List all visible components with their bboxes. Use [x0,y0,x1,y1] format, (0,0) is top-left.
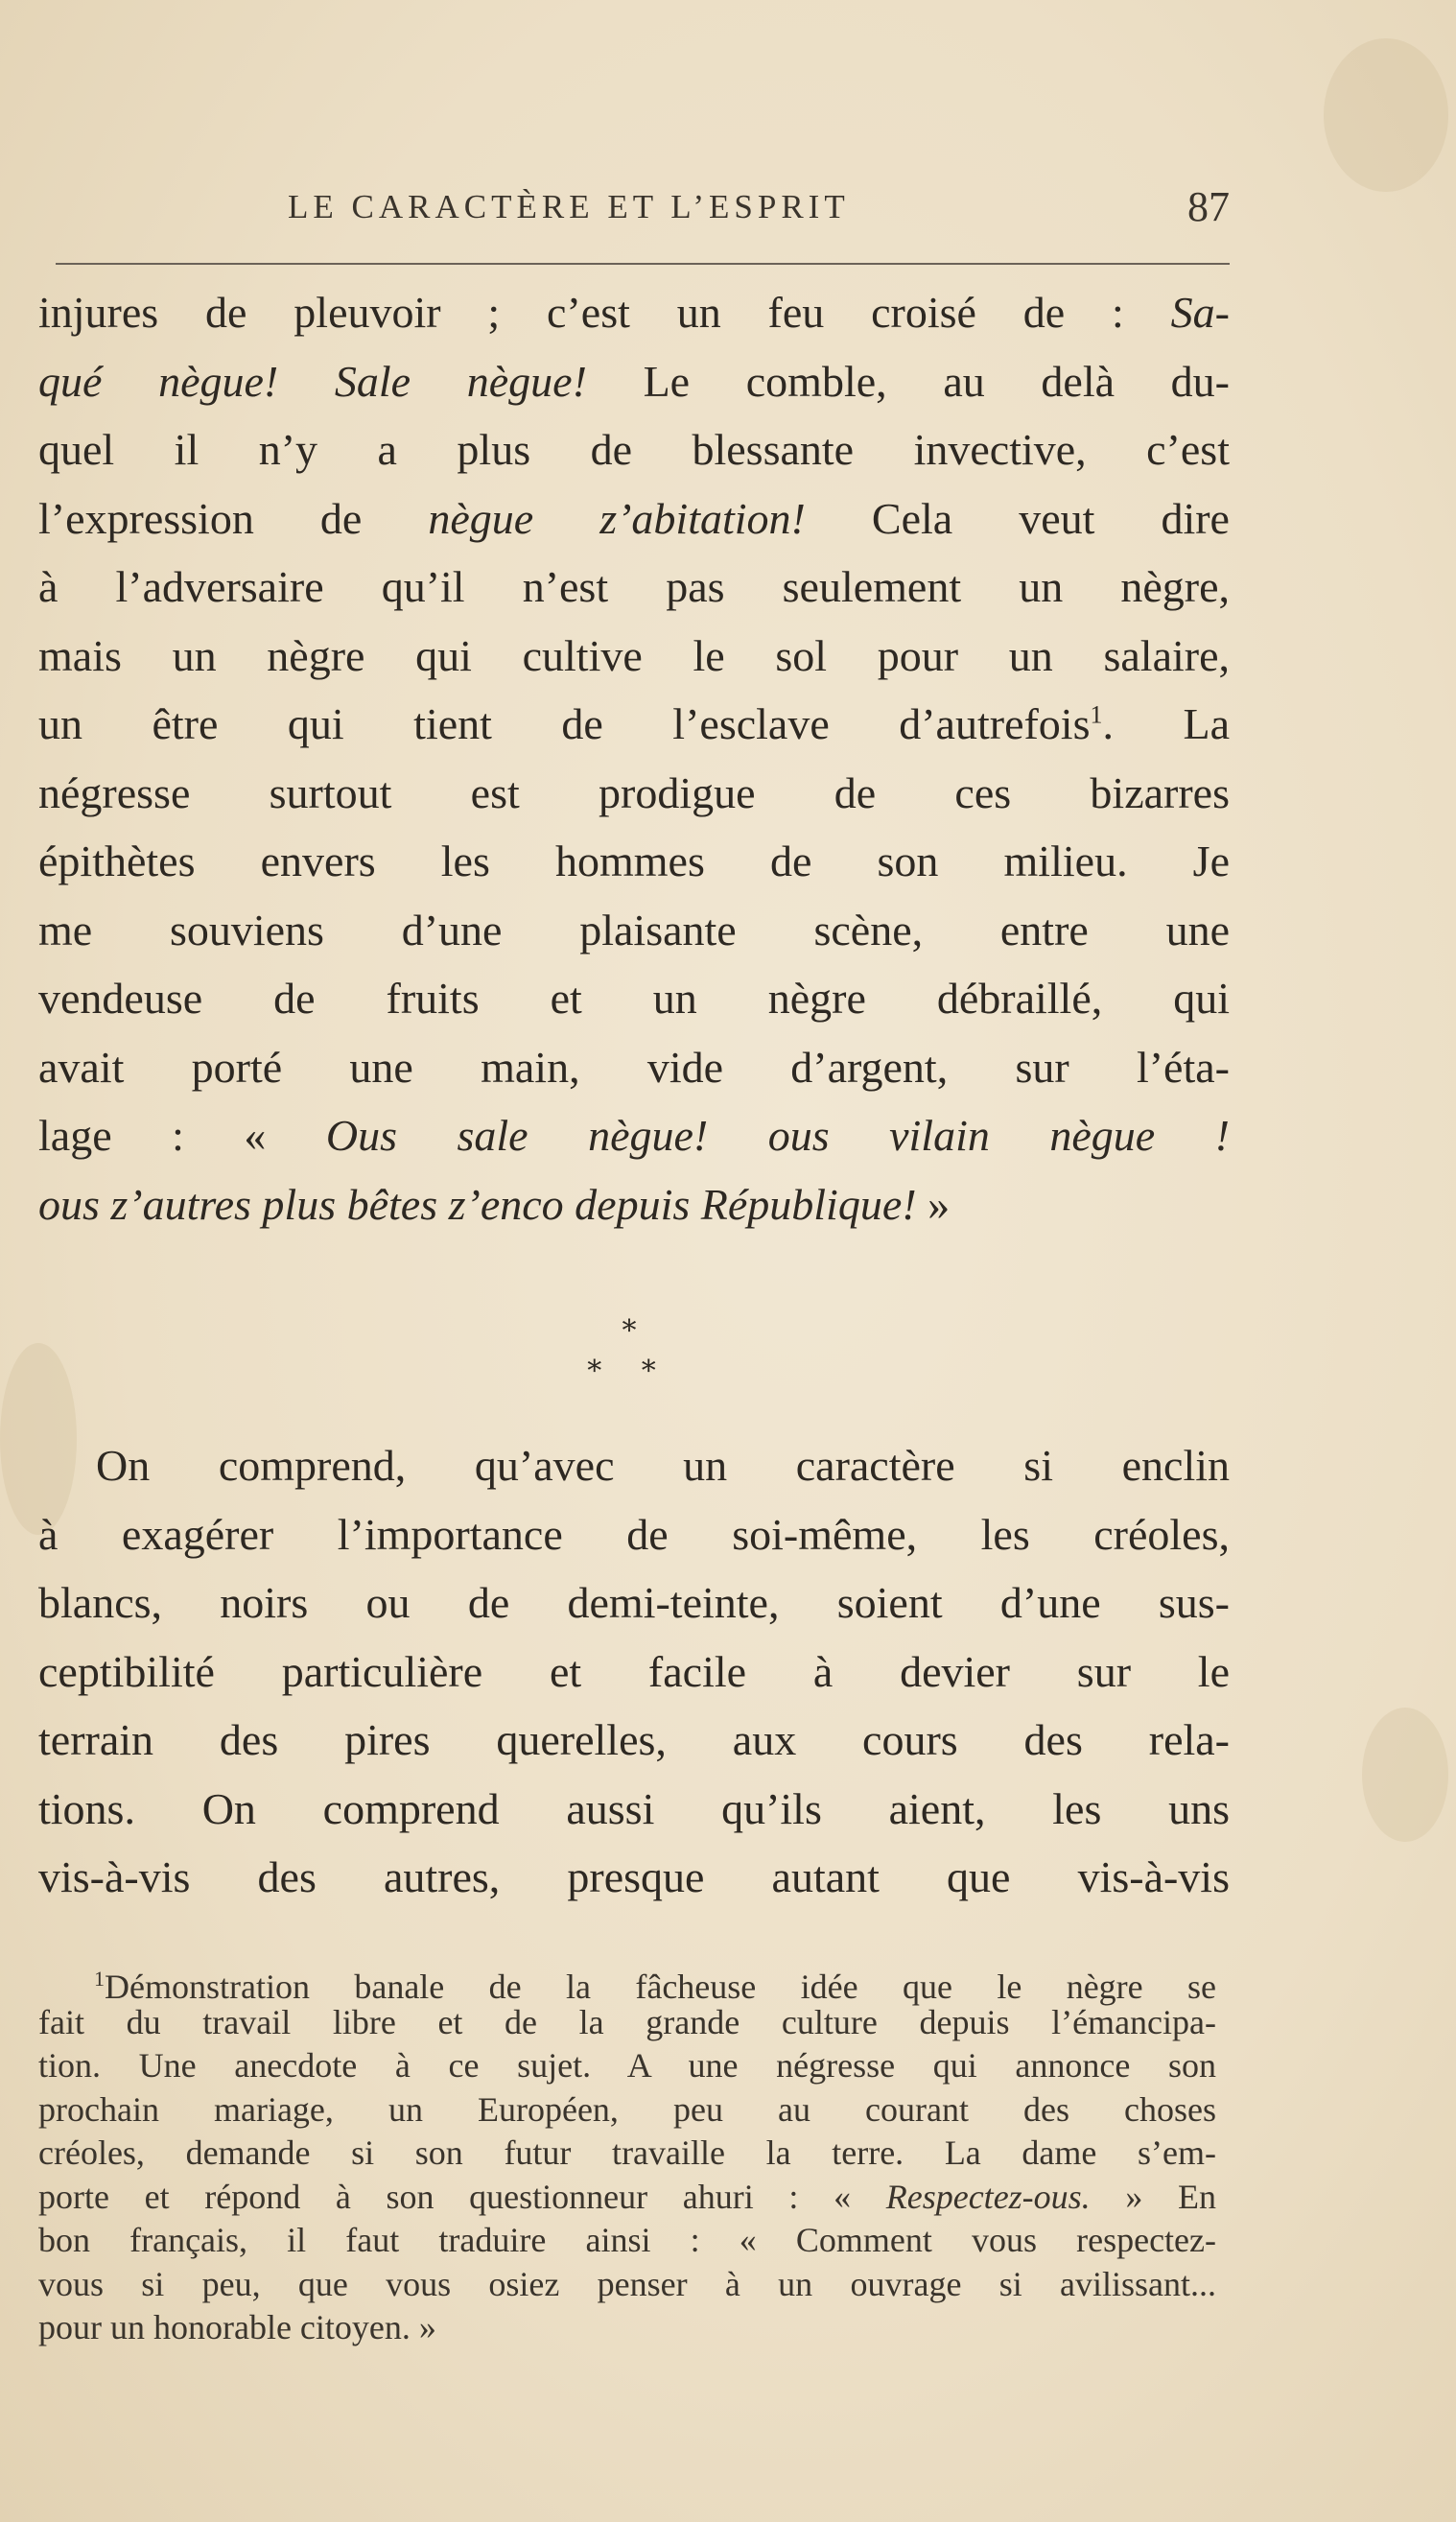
footnote-line [38,2263,1216,2307]
section-ornament-top: * [622,1314,637,1348]
text-line [38,1706,1230,1775]
text-line [38,1568,1230,1638]
footnote-mark: 1 [94,1967,105,1991]
text-run: ceptibilité particulière et facile à devier sur le [38,1646,1230,1696]
text-run: me souviens d’une plaisante scène, entre une [38,905,1230,955]
text-run: négresse surtout est prodigue de ces bizarres [38,767,1230,817]
text-run: fait du travail libre et de la grande culture depuis l’émancipa- [38,2002,1216,2041]
text-run: Le comble, au delà du- [586,356,1231,406]
text-run: Cela veut dire [805,493,1230,543]
italic-run: Sa- [1170,288,1230,337]
text-run: . La [1102,699,1230,748]
text-line [38,1638,1230,1707]
text-line [38,278,1230,347]
footnote [38,1957,1216,2350]
paragraph-1 [38,278,1230,1238]
text-line [38,1500,1230,1569]
text-line [38,964,1230,1033]
text-line [38,1843,1230,1912]
text-run: blancs, noirs ou de demi-teinte, soient d’une sus- [38,1578,1230,1627]
text-run: tion. Une anecdote à ce sujet. A une négresse qui annonce son [38,2046,1216,2085]
text-line [38,1101,1230,1170]
text-run: injures de pleuvoir ; c’est un feu croisé de : [38,288,1171,337]
text-run: vendeuse de fruits et un nègre débraillé, qui [38,974,1230,1023]
text-run: » [916,1179,951,1229]
footnote-line [38,2176,1216,2220]
text-run: porte et répond à son questionneur ahuri : « [38,2177,886,2216]
running-title: LE CARACTÈRE ET L’ESPRIT [288,188,850,225]
text-line [38,484,1230,554]
section-ornament-bottom: * * [587,1355,671,1388]
footnote-line [38,2001,1216,2045]
footnote-line [38,1957,1216,2006]
text-line [38,896,1230,965]
text-line [38,1170,1230,1239]
footnote-line [38,2219,1216,2263]
paper-stain [1362,1708,1448,1842]
text-run: pour un honorable citoyen. » [38,2308,436,2346]
italic-run: Respectez-ous. [885,2177,1091,2216]
italic-run: ous z’autres plus bêtes z’enco depuis République! [38,1179,917,1229]
page-number: 87 [1187,183,1230,230]
text-run: un être qui tient de l’esclave d’autrefois [38,699,1091,748]
text-line [38,1033,1230,1102]
footnote-line [38,2044,1216,2088]
text-line [38,759,1230,828]
text-run: épithètes envers les hommes de son milieu. Je [38,837,1230,885]
text-run: à exagérer l’importance de soi-même, les créoles, [38,1509,1230,1559]
text-run: l’expression de [38,493,429,543]
text-run: mais un nègre qui cultive le sol pour un salaire, [38,630,1230,680]
paper-stain [1324,38,1448,192]
page-header [288,183,1230,246]
text-line [38,553,1230,622]
text-run: prochain mariage, un Européen, peu au courant des choses [38,2089,1216,2129]
text-line [38,1431,1230,1500]
italic-run: nègue z’abitation! [428,493,806,543]
text-line [38,622,1230,691]
text-run: créoles, demande si son futur travaille la terre. La dame s’em- [38,2133,1216,2172]
text-run: tions. On comprend aussi qu’ils aient, les uns [38,1783,1230,1833]
text-run: vis-à-vis des autres, presque autant que vis-à-vis [38,1852,1230,1901]
text-line [38,415,1230,484]
text-run: Démonstration banale de la fâcheuse idée que le nègre se [105,1968,1216,2006]
text-run: à l’adversaire qu’il n’est pas seulement un nègre, [38,562,1230,611]
footnote-line [38,2306,1216,2350]
text-line [38,347,1230,416]
text-line [38,1775,1230,1844]
footnote-line [38,2088,1216,2133]
paragraph-2 [38,1431,1230,1912]
footnote-line [38,2132,1216,2176]
italic-run: Ous sale nègue! ous vilain nègue ! [325,1111,1230,1160]
text-run: avait porté une main, vide d’argent, sur l’éta- [38,1042,1230,1092]
footnote-reference: 1 [1090,700,1103,729]
text-run: vous si peu, que vous osiez penser à un ouvrage si avilissant... [38,2264,1216,2303]
text-run: On comprend, qu’avec un caractère si enclin [96,1441,1230,1490]
text-line [38,690,1230,759]
text-run: lage : « [38,1111,326,1160]
text-run: quel il n’y a plus de blessante invective, c’est [38,425,1230,474]
text-line [38,827,1230,896]
text-run: terrain des pires querelles, aux cours des rela- [38,1715,1230,1764]
text-run: » En [1090,2177,1216,2216]
italic-run: qué nègue! Sale nègue! [38,356,587,406]
header-rule [56,263,1230,265]
text-run: bon français, il faut traduire ainsi : « Comment vous respectez- [38,2221,1216,2259]
